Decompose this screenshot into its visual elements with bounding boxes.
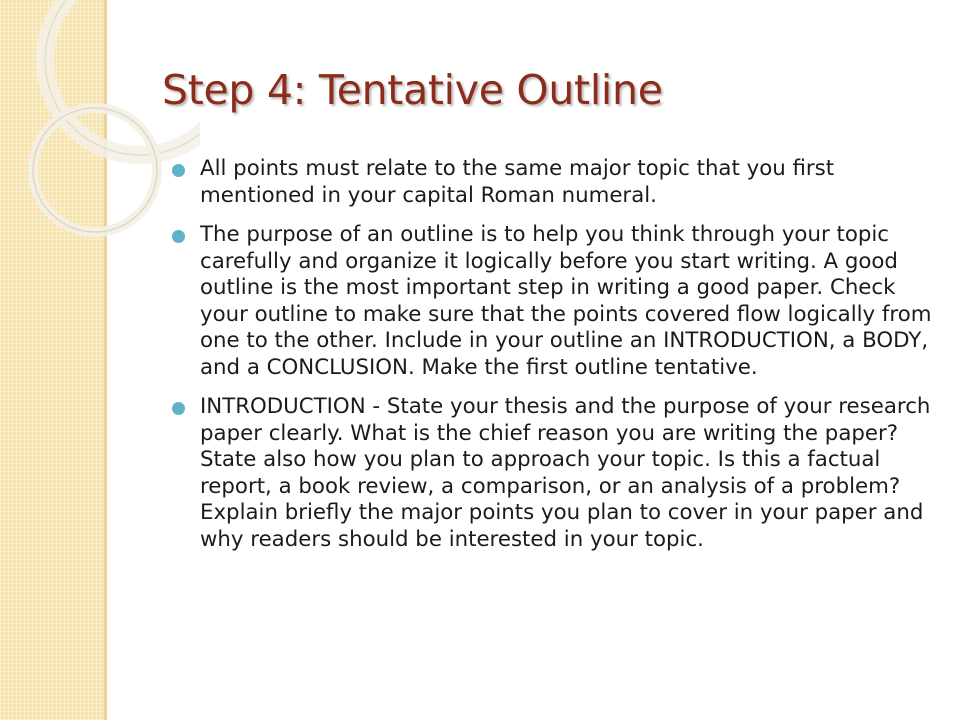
side-band-edge [104, 0, 107, 720]
bullet-dot-icon [172, 230, 185, 243]
bullet-item [172, 222, 932, 381]
bullet-text: INTRODUCTION - State your thesis and the purpose of your research paper clearly. What is the chief reason you are writing the paper? State also how you plan to approach your topic. Is this a factual report, a book review, a comparison, or an analysis of a problem? Explain briefly the major points you plan to cover in your paper and why readers should be interested in your topic. [200, 394, 931, 552]
bullet-dot-icon [172, 164, 185, 177]
bullet-item [172, 156, 932, 209]
bullet-text: All points must relate to the same major topic that you first mentioned in your capital Roman numeral. [200, 156, 835, 208]
bullet-list [172, 156, 932, 566]
bullet-item [172, 394, 932, 553]
slide-title: Step 4: Tentative Outline [162, 66, 663, 114]
decorative-side-band [0, 0, 104, 720]
bullet-dot-icon [172, 402, 185, 415]
bullet-text: The purpose of an outline is to help you think through your topic carefully and organize it logically before you start writing. A good outline is the most important step in writing a good paper. Check your outline to make sure that the points covered flow logically from one to the other. Include in your outline an INTRODUCTION, a BODY, and a CONCLUSION. Make the first outline tentative. [200, 222, 932, 380]
